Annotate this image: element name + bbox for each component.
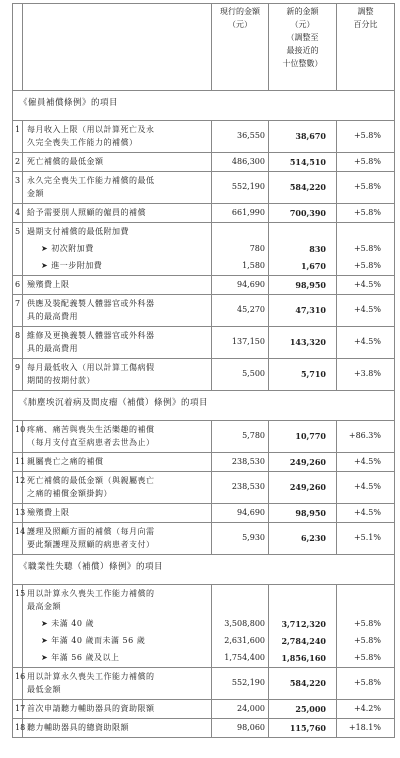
- table-row: [13, 523, 395, 555]
- row-description: 殮殯費上限: [23, 276, 212, 295]
- new-amount: 584,220: [269, 668, 337, 700]
- adjustment-percentage: +5.1%: [337, 523, 395, 555]
- spacer: [212, 601, 265, 614]
- row-number: 1: [13, 121, 23, 153]
- arrow-bullet-icon: ➤: [41, 636, 49, 645]
- new-amount: 6,230: [269, 523, 337, 555]
- current-amount: 137,150: [212, 327, 269, 359]
- row-number: 9: [13, 359, 23, 391]
- row-number: 16: [13, 668, 23, 700]
- table-row: [13, 295, 395, 327]
- current-amount: 238,530: [212, 453, 269, 472]
- compensation-table: [12, 3, 395, 738]
- table-row: [13, 327, 395, 359]
- table-row: [13, 204, 395, 223]
- table-row: [13, 585, 395, 668]
- adjustment-percentage: +4.5%: [337, 276, 395, 295]
- adjustment-percentage: +4.2%: [337, 700, 395, 719]
- row-number: 13: [13, 504, 23, 523]
- adjustment-percentage: +5.8%: [337, 121, 395, 153]
- current-amount: 24,000: [212, 700, 269, 719]
- new-amount: 47,310: [269, 295, 337, 327]
- adjustment-percentage: +18.1%: [337, 719, 395, 738]
- row-description: 每月最低收入（用以計算工傷病假 期間的按期付款）: [23, 359, 212, 391]
- row-number: 8: [13, 327, 23, 359]
- spacer: [337, 601, 381, 614]
- adjustment-percentage: +4.5%: [337, 453, 395, 472]
- table-row: [13, 719, 395, 738]
- table-row: [13, 453, 395, 472]
- current-amount: 5,780: [212, 421, 269, 453]
- new-amount: 143,320: [269, 327, 337, 359]
- row-description: 每月收入上限（用以計算死亡及永 久完全喪失工作能力的補償）: [23, 121, 212, 153]
- row-number: 10: [13, 421, 23, 453]
- adjustment-percentage: +5.8%: [337, 204, 395, 223]
- row-description: 給予需要別人照顧的僱員的補償: [23, 204, 212, 223]
- current-amount: 94,690: [212, 504, 269, 523]
- current-amount: 552,190: [212, 668, 269, 700]
- row-number: 3: [13, 172, 23, 204]
- new-amount: 3,712,320 2,784,240 1,856,160: [269, 585, 337, 668]
- row-number: 18: [13, 719, 23, 738]
- new-amount: 700,390: [269, 204, 337, 223]
- adjustment-percentage: +4.5%: [337, 327, 395, 359]
- current-amount: 5,930: [212, 523, 269, 555]
- section-title: 《肺塵埃沉着病及間皮瘤（補償）條例》的項目: [13, 391, 395, 421]
- table-row: [13, 504, 395, 523]
- adjustment-percentage: +4.5%: [337, 504, 395, 523]
- new-amount: 249,260: [269, 453, 337, 472]
- new-amount: 38,670: [269, 121, 337, 153]
- section-heading-row: [13, 91, 395, 121]
- current-amount: 486,300: [212, 153, 269, 172]
- row-number: 7: [13, 295, 23, 327]
- new-amount: 10,770: [269, 421, 337, 453]
- row-number: 15: [13, 585, 23, 668]
- row-number: 17: [13, 700, 23, 719]
- row-description: 疼痛、痛苦與喪失生活樂趣的補償 （每月支付直至病患者去世為止）: [23, 421, 212, 453]
- table-row: [13, 421, 395, 453]
- section-heading-row: [13, 391, 395, 421]
- row-description: 死亡補償的最低金額（與親屬喪亡 之痛的補償金額掛鈎）: [23, 472, 212, 504]
- table-row: [13, 359, 395, 391]
- header-current-amount: 現行的金額 （元）: [212, 4, 269, 91]
- row-description: 永久完全喪失工作能力補償的最低 金額: [23, 172, 212, 204]
- current-amount: 661,990: [212, 204, 269, 223]
- table-row: [13, 276, 395, 295]
- row-description: 用以計算永久喪失工作能力補償的 最高金額 ➤ 未滿 40 歲 ➤ 年滿 40 歲而未滿 56 歲 ➤ 年滿 56 歲及以上: [23, 585, 212, 668]
- new-amount: 25,000: [269, 700, 337, 719]
- header-percentage: 調整 百分比: [337, 4, 395, 91]
- adjustment-percentage: +5.8%: [337, 153, 395, 172]
- adjustment-percentage: +4.5%: [337, 472, 395, 504]
- new-amount: 115,760: [269, 719, 337, 738]
- current-amount: 5,500: [212, 359, 269, 391]
- current-amount: 3,508,800 2,631,600 1,754,400: [212, 585, 269, 668]
- spacer: [337, 226, 381, 239]
- sub-item: ➤ 未滿 40 歲: [41, 619, 94, 628]
- current-amount: 94,690: [212, 276, 269, 295]
- adjustment-percentage: +86.3%: [337, 421, 395, 453]
- row-description: 殮殯費上限: [23, 504, 212, 523]
- spacer: [269, 226, 326, 239]
- new-amount: 249,260: [269, 472, 337, 504]
- arrow-bullet-icon: ➤: [41, 244, 49, 253]
- adjustment-percentage: +5.8%: [337, 668, 395, 700]
- row-description: 過期支付補償的最低附加費 ➤ 初次附加費 ➤ 進一步附加費: [23, 223, 212, 276]
- row-number: 14: [13, 523, 23, 555]
- sub-item: ➤ 年滿 40 歲而未滿 56 歲: [41, 636, 146, 645]
- row-description: 聽力輔助器具的總資助限額: [23, 719, 212, 738]
- sub-item: ➤ 進一步附加費: [41, 261, 103, 270]
- spacer: [337, 588, 381, 601]
- new-amount: 584,220: [269, 172, 337, 204]
- current-amount: 780 1,580: [212, 223, 269, 276]
- spacer: [212, 588, 265, 601]
- new-amount: 830 1,670: [269, 223, 337, 276]
- header-blank-desc: [23, 4, 212, 91]
- row-number: 5: [13, 223, 23, 276]
- current-amount: 98,060: [212, 719, 269, 738]
- row-description: 護理及照顧方面的補償（每月向需 要此類護理及照顧的病患者支付）: [23, 523, 212, 555]
- current-amount: 36,550: [212, 121, 269, 153]
- table-row: [13, 472, 395, 504]
- row-number: 12: [13, 472, 23, 504]
- adjustment-percentage: +3.8%: [337, 359, 395, 391]
- table-row: [13, 668, 395, 700]
- table-header-row: [13, 4, 395, 91]
- row-number: 6: [13, 276, 23, 295]
- table-row: [13, 700, 395, 719]
- new-amount: 514,510: [269, 153, 337, 172]
- spacer: [269, 588, 326, 601]
- adjustment-percentage: +5.8% +5.8%: [337, 223, 395, 276]
- adjustment-percentage: +4.5%: [337, 295, 395, 327]
- row-description: 用以計算永久喪失工作能力補償的 最低金額: [23, 668, 212, 700]
- section-heading-row: [13, 555, 395, 585]
- current-amount: 45,270: [212, 295, 269, 327]
- sub-item: ➤ 年滿 56 歲及以上: [41, 653, 120, 662]
- arrow-bullet-icon: ➤: [41, 261, 49, 270]
- adjustment-percentage: +5.8%: [337, 172, 395, 204]
- row-description: 親屬喪亡之痛的補償: [23, 453, 212, 472]
- row-number: 11: [13, 453, 23, 472]
- section-title: 《職業性失聰（補償）條例》的項目: [13, 555, 395, 585]
- new-amount: 5,710: [269, 359, 337, 391]
- new-amount: 98,950: [269, 504, 337, 523]
- table-row: [13, 121, 395, 153]
- row-description: 首次申請聽力輔助器具的資助限額: [23, 700, 212, 719]
- row-description: 供應及裝配義製人體器官或外科器 具的最高費用: [23, 295, 212, 327]
- row-number: 4: [13, 204, 23, 223]
- current-amount: 238,530: [212, 472, 269, 504]
- header-blank-no: [13, 4, 23, 91]
- spacer: [212, 226, 265, 239]
- adjustment-percentage: +5.8% +5.8% +5.8%: [337, 585, 395, 668]
- current-amount: 552,190: [212, 172, 269, 204]
- new-amount: 98,950: [269, 276, 337, 295]
- row-description: 死亡補償的最低金額: [23, 153, 212, 172]
- row-description: 維修及更換義製人體器官或外科器 具的最高費用: [23, 327, 212, 359]
- row-number: 2: [13, 153, 23, 172]
- arrow-bullet-icon: ➤: [41, 619, 49, 628]
- sub-item: ➤ 初次附加費: [41, 244, 94, 253]
- header-new-amount: 新的金額 （元） （調整至 最接近的 十位整數）: [269, 4, 337, 91]
- arrow-bullet-icon: ➤: [41, 653, 49, 662]
- spacer: [269, 601, 326, 614]
- table-row: [13, 223, 395, 276]
- table-row: [13, 172, 395, 204]
- section-title: 《僱員補償條例》的項目: [13, 91, 395, 121]
- table-row: [13, 153, 395, 172]
